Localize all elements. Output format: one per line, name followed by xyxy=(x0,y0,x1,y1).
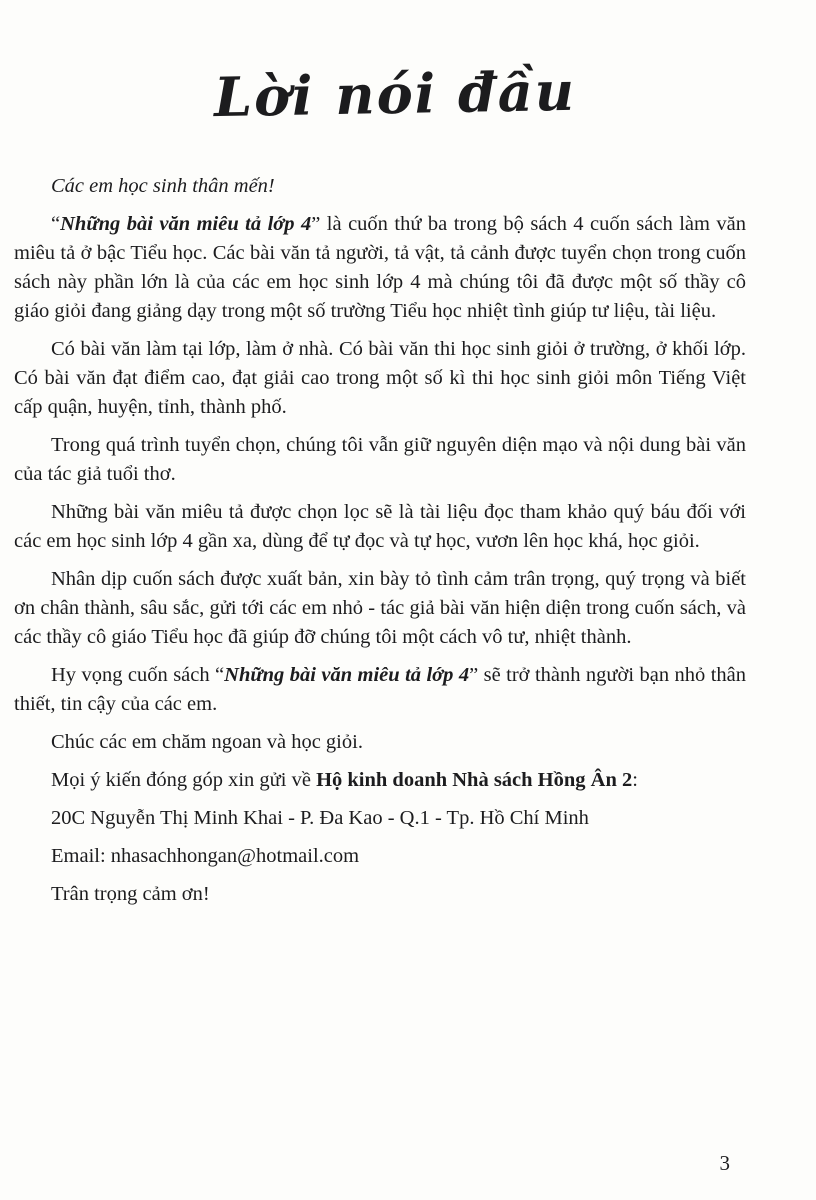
paragraph-gratitude: Nhân dịp cuốn sách được xuất bản, xin bày tỏ tình cảm trân trọng, quý trọng và biết ơn chân thành, sâu sắc, gửi tới các em nhỏ - tác giả bài văn hiện diện trong cuốn sách, và các thầy cô giáo Tiểu học đã giúp đỡ chúng tôi một cách vô tư, nhiệt thành. xyxy=(14,568,746,648)
text-run: Mọi ý kiến đóng góp xin gửi về xyxy=(51,769,317,791)
page-title: Lời nói đầu xyxy=(213,58,577,130)
address-line: 20C Nguyễn Thị Minh Khai - P. Đa Kao - Q.1 - Tp. Hồ Chí Minh xyxy=(51,807,589,829)
closing-thanks: Trân trọng cảm ơn! xyxy=(51,883,210,905)
greeting-line: Các em học sinh thân mến! xyxy=(51,175,275,197)
book-title-emphasis: Những bài văn miêu tả lớp 4 xyxy=(224,664,470,686)
paragraph-intro xyxy=(14,210,746,326)
paragraph-essays: Có bài văn làm tại lớp, làm ở nhà. Có bài văn thi học sinh giỏi ở trường, ở khối lớp. Có bài văn đạt điểm cao, đạt giải cao trong một số kì thi học sinh giỏi môn Tiếng Việt cấp quận, huyện, tỉnh, thành phố. xyxy=(14,338,746,418)
paragraph-reference: Những bài văn miêu tả được chọn lọc sẽ là tài liệu đọc tham khảo quý báu đối với các em học sinh lớp 4 gần xa, dùng để tự đọc và tự học, vươn lên học khá, học giỏi. xyxy=(14,501,746,552)
text-run: : xyxy=(632,769,638,791)
text-run: “ xyxy=(51,213,61,235)
book-title-emphasis: Những bài văn miêu tả lớp 4 xyxy=(60,213,312,235)
text-run: ” sẽ trở thành người bạn nhỏ thân thiết, tin cậy của các em. xyxy=(14,664,746,715)
paragraph-selection: Trong quá trình tuyển chọn, chúng tôi vẫn giữ nguyên diện mạo và nội dung bài văn của tác giả tuổi thơ. xyxy=(14,434,746,485)
text-run: Hy vọng cuốn sách “ xyxy=(51,664,225,686)
paragraph-wish: Chúc các em chăm ngoan và học giỏi. xyxy=(51,731,363,753)
page-number: 3 xyxy=(719,1151,730,1175)
paragraph-feedback xyxy=(14,766,746,795)
paragraph-hope xyxy=(14,661,746,719)
text-run: ” là cuốn thứ ba trong bộ sách 4 cuốn sách làm văn miêu tả ở bậc Tiểu học. Các bài văn tả người, tả vật, tả cảnh được tuyển chọn trong cuốn sách này phần lớn là của các em học sinh lớp 4 mà chúng tôi đã được một số thầy cô giáo giỏi đang giảng dạy trong một số trường Tiểu học nhiệt tình giúp tư liệu, tài liệu. xyxy=(14,213,746,322)
publisher-name: Hộ kinh doanh Nhà sách Hồng Ân 2 xyxy=(316,769,633,791)
email-line: Email: nhasachhongan@hotmail.com xyxy=(51,845,360,867)
